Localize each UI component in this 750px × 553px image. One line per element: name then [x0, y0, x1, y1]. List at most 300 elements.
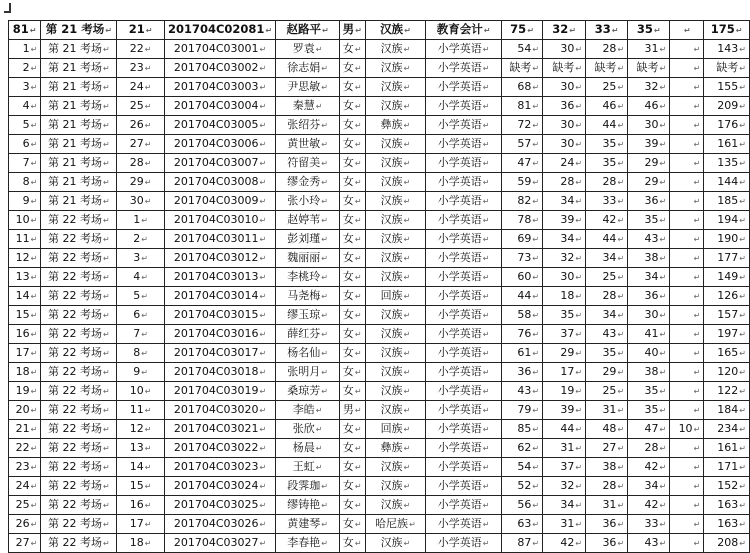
- cell-name[interactable]: 符留美↵: [276, 154, 340, 173]
- cell-subject[interactable]: 小学英语↵: [426, 173, 502, 192]
- cell-seat[interactable]: 17↵: [117, 515, 164, 534]
- cell-total[interactable]: 194↵: [704, 211, 750, 230]
- cell-exam-no[interactable]: 201704C03022↵: [164, 439, 275, 458]
- cell-index[interactable]: 23↵: [9, 458, 41, 477]
- header-seat[interactable]: 21↵: [117, 21, 164, 40]
- cell-name[interactable]: 缪金秀↵: [276, 173, 340, 192]
- cell-seat[interactable]: 6↵: [117, 306, 164, 325]
- cell-subject[interactable]: 小学英语↵: [426, 59, 502, 78]
- cell-subject[interactable]: 小学英语↵: [426, 135, 502, 154]
- cell-subject[interactable]: 小学英语↵: [426, 40, 502, 59]
- cell-gender[interactable]: 女↵: [339, 477, 365, 496]
- cell-total[interactable]: 161↵: [704, 135, 750, 154]
- cell-exam-no[interactable]: 201704C03023↵: [164, 458, 275, 477]
- cell-ethnicity[interactable]: 汉族↵: [365, 59, 426, 78]
- cell-total[interactable]: 176↵: [704, 116, 750, 135]
- cell-ethnicity[interactable]: 汉族↵: [365, 496, 426, 515]
- cell-gender[interactable]: 男↵: [339, 401, 365, 420]
- cell-name[interactable]: 徐志娟↵: [276, 59, 340, 78]
- cell-extra[interactable]: [670, 135, 704, 154]
- cell-exam-no[interactable]: 201704C03026↵: [164, 515, 275, 534]
- cell-extra[interactable]: [670, 116, 704, 135]
- cell-score4[interactable]: 缺考↵: [628, 59, 670, 78]
- cell-score3[interactable]: 25↵: [586, 382, 628, 401]
- cell-score2[interactable]: 24↵: [543, 154, 586, 173]
- cell-score3[interactable]: 28↵: [586, 40, 628, 59]
- cell-ethnicity[interactable]: 汉族↵: [365, 325, 426, 344]
- cell-score2[interactable]: 32↵: [543, 249, 586, 268]
- cell-score2[interactable]: 37↵: [543, 325, 586, 344]
- header-score1[interactable]: 75↵: [501, 21, 542, 40]
- cell-score4[interactable]: 30↵: [628, 306, 670, 325]
- cell-room[interactable]: 第 21 考场↵: [41, 135, 117, 154]
- cell-score4[interactable]: 35↵: [628, 401, 670, 420]
- cell-score2[interactable]: 19↵: [543, 382, 586, 401]
- header-score2[interactable]: 32↵: [543, 21, 586, 40]
- cell-name[interactable]: 张明月↵: [276, 363, 340, 382]
- cell-gender[interactable]: 女↵: [339, 306, 365, 325]
- cell-score2[interactable]: 30↵: [543, 40, 586, 59]
- cell-extra[interactable]: [670, 363, 704, 382]
- cell-score2[interactable]: 18↵: [543, 287, 586, 306]
- cell-ethnicity[interactable]: 彝族↵: [365, 116, 426, 135]
- cell-score4[interactable]: 30↵: [628, 116, 670, 135]
- cell-exam-no[interactable]: 201704C03004↵: [164, 97, 275, 116]
- cell-extra[interactable]: [670, 344, 704, 363]
- cell-score2[interactable]: 44↵: [543, 420, 586, 439]
- cell-room[interactable]: 第 21 考场↵: [41, 59, 117, 78]
- cell-room[interactable]: 第 22 考场↵: [41, 458, 117, 477]
- cell-ethnicity[interactable]: 汉族↵: [365, 135, 426, 154]
- cell-score1[interactable]: 60↵: [501, 268, 542, 287]
- cell-room[interactable]: 第 22 考场↵: [41, 249, 117, 268]
- cell-index[interactable]: 9↵: [9, 192, 41, 211]
- cell-seat[interactable]: 3↵: [117, 249, 164, 268]
- cell-score2[interactable]: 34↵: [543, 230, 586, 249]
- cell-exam-no[interactable]: 201704C03020↵: [164, 401, 275, 420]
- cell-subject[interactable]: 小学英语↵: [426, 458, 502, 477]
- cell-gender[interactable]: 女↵: [339, 78, 365, 97]
- cell-room[interactable]: 第 22 考场↵: [41, 287, 117, 306]
- cell-gender[interactable]: 女↵: [339, 268, 365, 287]
- cell-exam-no[interactable]: 201704C03011↵: [164, 230, 275, 249]
- cell-name[interactable]: 黄世敏↵: [276, 135, 340, 154]
- cell-score1[interactable]: 47↵: [501, 154, 542, 173]
- cell-ethnicity[interactable]: 汉族↵: [365, 534, 426, 553]
- cell-extra[interactable]: [670, 173, 704, 192]
- cell-seat[interactable]: 9↵: [117, 363, 164, 382]
- cell-score4[interactable]: 32↵: [628, 78, 670, 97]
- cell-ethnicity[interactable]: 汉族↵: [365, 211, 426, 230]
- cell-ethnicity[interactable]: 汉族↵: [365, 78, 426, 97]
- cell-ethnicity[interactable]: 汉族↵: [365, 230, 426, 249]
- cell-gender[interactable]: 女↵: [339, 40, 365, 59]
- cell-gender[interactable]: 女↵: [339, 382, 365, 401]
- cell-room[interactable]: 第 21 考场↵: [41, 154, 117, 173]
- cell-index[interactable]: 3↵: [9, 78, 41, 97]
- cell-score3[interactable]: 31↵: [586, 401, 628, 420]
- cell-score1[interactable]: 72↵: [501, 116, 542, 135]
- cell-score4[interactable]: 35↵: [628, 211, 670, 230]
- cell-name[interactable]: 李桃玲↵: [276, 268, 340, 287]
- cell-index[interactable]: 1↵: [9, 40, 41, 59]
- cell-score2[interactable]: 34↵: [543, 496, 586, 515]
- cell-score3[interactable]: 43↵: [586, 325, 628, 344]
- cell-ethnicity[interactable]: 汉族↵: [365, 40, 426, 59]
- cell-score4[interactable]: 29↵: [628, 173, 670, 192]
- cell-ethnicity[interactable]: 汉族↵: [365, 97, 426, 116]
- cell-extra[interactable]: [670, 268, 704, 287]
- cell-extra[interactable]: [670, 59, 704, 78]
- cell-total[interactable]: 209↵: [704, 97, 750, 116]
- cell-score4[interactable]: 42↵: [628, 458, 670, 477]
- cell-gender[interactable]: 女↵: [339, 135, 365, 154]
- cell-ethnicity[interactable]: 汉族↵: [365, 382, 426, 401]
- cell-subject[interactable]: 小学英语↵: [426, 325, 502, 344]
- cell-gender[interactable]: 女↵: [339, 325, 365, 344]
- cell-index[interactable]: 24↵: [9, 477, 41, 496]
- cell-name[interactable]: 杨晨↵: [276, 439, 340, 458]
- cell-seat[interactable]: 7↵: [117, 325, 164, 344]
- cell-score1[interactable]: 78↵: [501, 211, 542, 230]
- cell-room[interactable]: 第 21 考场↵: [41, 97, 117, 116]
- cell-exam-no[interactable]: 201704C03014↵: [164, 287, 275, 306]
- cell-score2[interactable]: 39↵: [543, 211, 586, 230]
- cell-score3[interactable]: 36↵: [586, 515, 628, 534]
- cell-extra[interactable]: [670, 192, 704, 211]
- cell-gender[interactable]: 女↵: [339, 363, 365, 382]
- cell-name[interactable]: 彭刘瑾↵: [276, 230, 340, 249]
- cell-score1[interactable]: 62↵: [501, 439, 542, 458]
- cell-score1[interactable]: 58↵: [501, 306, 542, 325]
- cell-score4[interactable]: 46↵: [628, 97, 670, 116]
- cell-total[interactable]: 184↵: [704, 401, 750, 420]
- cell-extra[interactable]: [670, 78, 704, 97]
- cell-score3[interactable]: 36↵: [586, 534, 628, 553]
- cell-total[interactable]: 165↵: [704, 344, 750, 363]
- cell-subject[interactable]: 小学英语↵: [426, 477, 502, 496]
- header-ethnicity[interactable]: 汉族↵: [365, 21, 426, 40]
- cell-name[interactable]: 马尧梅↵: [276, 287, 340, 306]
- cell-name[interactable]: 杨名仙↵: [276, 344, 340, 363]
- cell-score3[interactable]: 28↵: [586, 173, 628, 192]
- cell-extra[interactable]: [670, 287, 704, 306]
- cell-score3[interactable]: 33↵: [586, 192, 628, 211]
- cell-score4[interactable]: 40↵: [628, 344, 670, 363]
- cell-name[interactable]: 魏丽丽↵: [276, 249, 340, 268]
- cell-score3[interactable]: 34↵: [586, 306, 628, 325]
- cell-room[interactable]: 第 22 考场↵: [41, 420, 117, 439]
- cell-name[interactable]: 赵婷苇↵: [276, 211, 340, 230]
- cell-score2[interactable]: 35↵: [543, 306, 586, 325]
- cell-score4[interactable]: 35↵: [628, 382, 670, 401]
- cell-exam-no[interactable]: 201704C03015↵: [164, 306, 275, 325]
- cell-index[interactable]: 20↵: [9, 401, 41, 420]
- cell-score3[interactable]: 35↵: [586, 344, 628, 363]
- cell-score2[interactable]: 31↵: [543, 439, 586, 458]
- cell-score2[interactable]: 30↵: [543, 268, 586, 287]
- cell-total[interactable]: 143↵: [704, 40, 750, 59]
- cell-gender[interactable]: 女↵: [339, 534, 365, 553]
- cell-score4[interactable]: 34↵: [628, 268, 670, 287]
- cell-extra[interactable]: [670, 401, 704, 420]
- cell-score1[interactable]: 79↵: [501, 401, 542, 420]
- cell-subject[interactable]: 小学英语↵: [426, 306, 502, 325]
- cell-score4[interactable]: 34↵: [628, 477, 670, 496]
- header-name[interactable]: 赵路平↵: [276, 21, 340, 40]
- cell-seat[interactable]: 4↵: [117, 268, 164, 287]
- cell-room[interactable]: 第 21 考场↵: [41, 78, 117, 97]
- cell-score3[interactable]: 28↵: [586, 287, 628, 306]
- cell-seat[interactable]: 26↵: [117, 116, 164, 135]
- cell-gender[interactable]: 女↵: [339, 439, 365, 458]
- cell-seat[interactable]: 27↵: [117, 135, 164, 154]
- cell-subject[interactable]: 小学英语↵: [426, 268, 502, 287]
- cell-room[interactable]: 第 22 考场↵: [41, 401, 117, 420]
- cell-total[interactable]: 208↵: [704, 534, 750, 553]
- cell-name[interactable]: 张绍芬↵: [276, 116, 340, 135]
- cell-extra[interactable]: [670, 97, 704, 116]
- cell-score1[interactable]: 76↵: [501, 325, 542, 344]
- cell-total[interactable]: 149↵: [704, 268, 750, 287]
- cell-extra[interactable]: [670, 325, 704, 344]
- cell-total[interactable]: 缺考↵: [704, 59, 750, 78]
- cell-subject[interactable]: 小学英语↵: [426, 534, 502, 553]
- cell-score4[interactable]: 47↵: [628, 420, 670, 439]
- cell-score1[interactable]: 54↵: [501, 40, 542, 59]
- cell-total[interactable]: 177↵: [704, 249, 750, 268]
- cell-index[interactable]: 16↵: [9, 325, 41, 344]
- cell-score4[interactable]: 38↵: [628, 249, 670, 268]
- cell-score1[interactable]: 43↵: [501, 382, 542, 401]
- cell-extra[interactable]: [670, 211, 704, 230]
- cell-exam-no[interactable]: 201704C03003↵: [164, 78, 275, 97]
- cell-score2[interactable]: 29↵: [543, 344, 586, 363]
- cell-gender[interactable]: 女↵: [339, 287, 365, 306]
- cell-subject[interactable]: 小学英语↵: [426, 420, 502, 439]
- cell-score1[interactable]: 81↵: [501, 97, 542, 116]
- cell-seat[interactable]: 24↵: [117, 78, 164, 97]
- cell-gender[interactable]: 女↵: [339, 458, 365, 477]
- cell-room[interactable]: 第 22 考场↵: [41, 477, 117, 496]
- cell-extra[interactable]: [670, 230, 704, 249]
- cell-score3[interactable]: 27↵: [586, 439, 628, 458]
- cell-exam-no[interactable]: 201704C03006↵: [164, 135, 275, 154]
- cell-index[interactable]: 15↵: [9, 306, 41, 325]
- cell-name[interactable]: 段霁珈↵: [276, 477, 340, 496]
- cell-room[interactable]: 第 22 考场↵: [41, 230, 117, 249]
- cell-ethnicity[interactable]: 汉族↵: [365, 363, 426, 382]
- cell-index[interactable]: 13↵: [9, 268, 41, 287]
- cell-seat[interactable]: 29↵: [117, 173, 164, 192]
- cell-total[interactable]: 171↵: [704, 458, 750, 477]
- cell-score1[interactable]: 59↵: [501, 173, 542, 192]
- cell-subject[interactable]: 小学英语↵: [426, 401, 502, 420]
- header-subject[interactable]: 教育会计↵: [426, 21, 502, 40]
- cell-score3[interactable]: 25↵: [586, 78, 628, 97]
- header-index[interactable]: 81↵: [9, 21, 41, 40]
- cell-name[interactable]: 李皓↵: [276, 401, 340, 420]
- cell-score2[interactable]: 28↵: [543, 173, 586, 192]
- cell-score3[interactable]: 35↵: [586, 154, 628, 173]
- cell-ethnicity[interactable]: 汉族↵: [365, 154, 426, 173]
- cell-seat[interactable]: 16↵: [117, 496, 164, 515]
- cell-score3[interactable]: 48↵: [586, 420, 628, 439]
- cell-exam-no[interactable]: 201704C03013↵: [164, 268, 275, 287]
- cell-score3[interactable]: 42↵: [586, 211, 628, 230]
- cell-total[interactable]: 120↵: [704, 363, 750, 382]
- cell-seat[interactable]: 13↵: [117, 439, 164, 458]
- cell-ethnicity[interactable]: 汉族↵: [365, 344, 426, 363]
- cell-extra[interactable]: [670, 439, 704, 458]
- cell-score1[interactable]: 36↵: [501, 363, 542, 382]
- header-score3[interactable]: 33↵: [586, 21, 628, 40]
- header-extra[interactable]: [670, 21, 704, 40]
- cell-index[interactable]: 22↵: [9, 439, 41, 458]
- cell-exam-no[interactable]: 201704C03019↵: [164, 382, 275, 401]
- cell-subject[interactable]: 小学英语↵: [426, 363, 502, 382]
- cell-score4[interactable]: 42↵: [628, 496, 670, 515]
- cell-index[interactable]: 10↵: [9, 211, 41, 230]
- cell-index[interactable]: 19↵: [9, 382, 41, 401]
- cell-score2[interactable]: 36↵: [543, 97, 586, 116]
- header-gender[interactable]: 男↵: [339, 21, 365, 40]
- cell-index[interactable]: 25↵: [9, 496, 41, 515]
- cell-score2[interactable]: 30↵: [543, 116, 586, 135]
- cell-index[interactable]: 27↵: [9, 534, 41, 553]
- cell-score2[interactable]: 31↵: [543, 515, 586, 534]
- cell-score2[interactable]: 37↵: [543, 458, 586, 477]
- cell-score2[interactable]: 39↵: [543, 401, 586, 420]
- cell-exam-no[interactable]: 201704C03025↵: [164, 496, 275, 515]
- cell-gender[interactable]: 女↵: [339, 344, 365, 363]
- cell-ethnicity[interactable]: 汉族↵: [365, 458, 426, 477]
- cell-exam-no[interactable]: 201704C03001↵: [164, 40, 275, 59]
- cell-score1[interactable]: 44↵: [501, 287, 542, 306]
- cell-score1[interactable]: 87↵: [501, 534, 542, 553]
- cell-ethnicity[interactable]: 汉族↵: [365, 268, 426, 287]
- cell-name[interactable]: 缪铸艳↵: [276, 496, 340, 515]
- cell-score4[interactable]: 33↵: [628, 515, 670, 534]
- cell-score4[interactable]: 31↵: [628, 40, 670, 59]
- cell-subject[interactable]: 小学英语↵: [426, 97, 502, 116]
- cell-score4[interactable]: 36↵: [628, 192, 670, 211]
- cell-score2[interactable]: 30↵: [543, 78, 586, 97]
- cell-exam-no[interactable]: 201704C03024↵: [164, 477, 275, 496]
- cell-index[interactable]: 26↵: [9, 515, 41, 534]
- cell-gender[interactable]: 女↵: [339, 420, 365, 439]
- cell-room[interactable]: 第 21 考场↵: [41, 173, 117, 192]
- cell-subject[interactable]: 小学英语↵: [426, 211, 502, 230]
- cell-seat[interactable]: 30↵: [117, 192, 164, 211]
- cell-room[interactable]: 第 21 考场↵: [41, 116, 117, 135]
- cell-ethnicity[interactable]: 汉族↵: [365, 306, 426, 325]
- cell-score4[interactable]: 29↵: [628, 154, 670, 173]
- cell-total[interactable]: 163↵: [704, 515, 750, 534]
- header-total[interactable]: 175↵: [704, 21, 750, 40]
- cell-score1[interactable]: 69↵: [501, 230, 542, 249]
- cell-seat[interactable]: 5↵: [117, 287, 164, 306]
- cell-name[interactable]: 缪玉琼↵: [276, 306, 340, 325]
- cell-index[interactable]: 5↵: [9, 116, 41, 135]
- cell-exam-no[interactable]: 201704C03018↵: [164, 363, 275, 382]
- cell-seat[interactable]: 12↵: [117, 420, 164, 439]
- cell-exam-no[interactable]: 201704C03021↵: [164, 420, 275, 439]
- cell-index[interactable]: 12↵: [9, 249, 41, 268]
- cell-index[interactable]: 18↵: [9, 363, 41, 382]
- cell-subject[interactable]: 小学英语↵: [426, 344, 502, 363]
- cell-index[interactable]: 17↵: [9, 344, 41, 363]
- cell-seat[interactable]: 10↵: [117, 382, 164, 401]
- cell-extra[interactable]: [670, 496, 704, 515]
- cell-total[interactable]: 197↵: [704, 325, 750, 344]
- cell-score1[interactable]: 57↵: [501, 135, 542, 154]
- cell-room[interactable]: 第 21 考场↵: [41, 40, 117, 59]
- cell-score4[interactable]: 28↵: [628, 439, 670, 458]
- cell-gender[interactable]: 女↵: [339, 515, 365, 534]
- cell-index[interactable]: 21↵: [9, 420, 41, 439]
- cell-seat[interactable]: 28↵: [117, 154, 164, 173]
- cell-seat[interactable]: 1↵: [117, 211, 164, 230]
- cell-score3[interactable]: 35↵: [586, 135, 628, 154]
- cell-score1[interactable]: 68↵: [501, 78, 542, 97]
- cell-score1[interactable]: 63↵: [501, 515, 542, 534]
- cell-exam-no[interactable]: 201704C03010↵: [164, 211, 275, 230]
- cell-total[interactable]: 122↵: [704, 382, 750, 401]
- cell-subject[interactable]: 小学英语↵: [426, 230, 502, 249]
- cell-score2[interactable]: 30↵: [543, 135, 586, 154]
- cell-extra[interactable]: [670, 306, 704, 325]
- cell-score4[interactable]: 38↵: [628, 363, 670, 382]
- cell-index[interactable]: 14↵: [9, 287, 41, 306]
- cell-total[interactable]: 144↵: [704, 173, 750, 192]
- cell-total[interactable]: 163↵: [704, 496, 750, 515]
- cell-gender[interactable]: 女↵: [339, 192, 365, 211]
- cell-score3[interactable]: 46↵: [586, 97, 628, 116]
- cell-ethnicity[interactable]: 彝族↵: [365, 439, 426, 458]
- cell-total[interactable]: 185↵: [704, 192, 750, 211]
- cell-subject[interactable]: 小学英语↵: [426, 249, 502, 268]
- cell-exam-no[interactable]: 201704C03005↵: [164, 116, 275, 135]
- cell-name[interactable]: 罗袁↵: [276, 40, 340, 59]
- cell-score4[interactable]: 36↵: [628, 287, 670, 306]
- cell-ethnicity[interactable]: 哈尼族↵: [365, 515, 426, 534]
- cell-name[interactable]: 张欣↵: [276, 420, 340, 439]
- cell-subject[interactable]: 小学英语↵: [426, 439, 502, 458]
- cell-index[interactable]: 2↵: [9, 59, 41, 78]
- cell-seat[interactable]: 8↵: [117, 344, 164, 363]
- cell-score2[interactable]: 缺考↵: [543, 59, 586, 78]
- cell-score1[interactable]: 52↵: [501, 477, 542, 496]
- cell-gender[interactable]: 女↵: [339, 230, 365, 249]
- cell-total[interactable]: 152↵: [704, 477, 750, 496]
- cell-score4[interactable]: 41↵: [628, 325, 670, 344]
- cell-exam-no[interactable]: 201704C03016↵: [164, 325, 275, 344]
- cell-extra[interactable]: [670, 382, 704, 401]
- cell-subject[interactable]: 小学英语↵: [426, 154, 502, 173]
- cell-score2[interactable]: 34↵: [543, 192, 586, 211]
- cell-exam-no[interactable]: 201704C03002↵: [164, 59, 275, 78]
- cell-gender[interactable]: 女↵: [339, 496, 365, 515]
- header-room[interactable]: 第 21 考场↵: [41, 21, 117, 40]
- cell-room[interactable]: 第 22 考场↵: [41, 268, 117, 287]
- cell-name[interactable]: 秦慧↵: [276, 97, 340, 116]
- cell-room[interactable]: 第 22 考场↵: [41, 496, 117, 515]
- cell-index[interactable]: 7↵: [9, 154, 41, 173]
- cell-seat[interactable]: 25↵: [117, 97, 164, 116]
- cell-exam-no[interactable]: 201704C03009↵: [164, 192, 275, 211]
- cell-gender[interactable]: 女↵: [339, 173, 365, 192]
